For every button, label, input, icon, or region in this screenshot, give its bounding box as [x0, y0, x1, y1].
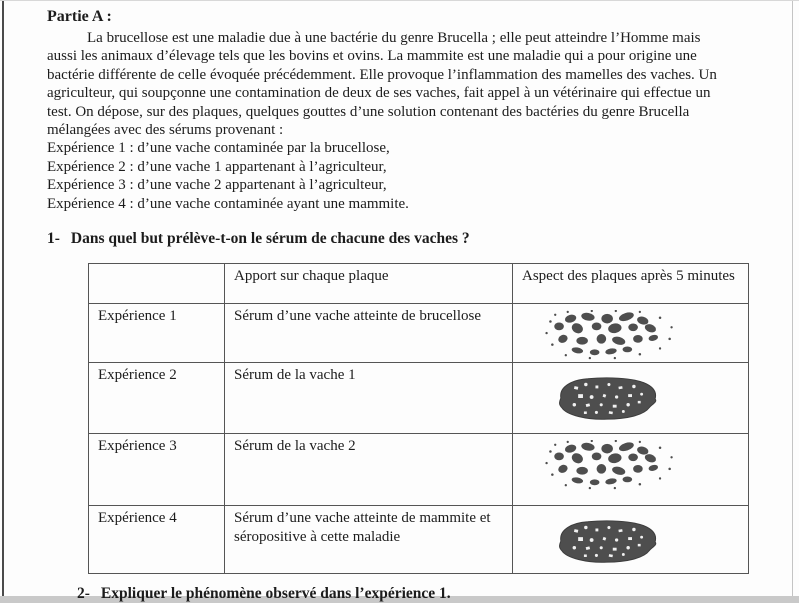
question-1 [47, 229, 769, 248]
experiment-label-cell: Expérience 4 [89, 506, 225, 574]
intro-line: bactérie différente de celle évoquée précédemment. Elle provoque l’inflammation des mamelles des vaches. Un [47, 66, 717, 83]
agglutination-plate-image [534, 310, 688, 360]
uniform-plate-image [548, 516, 666, 566]
table-header-row [89, 264, 749, 304]
intro-line: La brucellose est une maladie due à une bactérie du genre Brucella ; elle peut atteindre l’Homme mais [87, 30, 701, 46]
experiment-label-cell: Expérience 1 [89, 304, 225, 363]
header-empty-cell [89, 264, 225, 304]
experiment-item: Expérience 3 : d’une vache 2 appartenant à l’agriculteur, [47, 177, 387, 194]
agglutination-plate-image [534, 440, 688, 490]
section-title: Partie A : [47, 8, 112, 25]
table-row [89, 363, 749, 434]
question-1-number: 1- [47, 230, 60, 248]
intro-line: test. On dépose, sur des plaques, quelques gouttes d’une solution contenant des bactéries du genre Brucella [47, 103, 690, 120]
table-row [89, 506, 749, 574]
experiments-table [88, 263, 749, 574]
question-2-text: Expliquer le phénomène observé dans l’expérience 1. [100, 585, 451, 603]
question-2-number: 2- [77, 585, 90, 603]
aspect-cell [513, 363, 749, 434]
intro-paragraph [47, 29, 769, 139]
page-content [0, 1, 799, 603]
question-1-text: Dans quel but prélève-t-on le sérum de chacune des vaches ? [70, 230, 470, 248]
experiment-item: Expérience 2 : d’une vache 1 appartenant à l’agriculteur, [47, 158, 387, 175]
uniform-plate-image [548, 373, 666, 423]
question-2 [77, 584, 769, 603]
apport-cell: Sérum de la vache 1 [225, 363, 513, 434]
table-row [89, 434, 749, 506]
experiment-label-cell: Expérience 2 [89, 363, 225, 434]
intro-line: aussi les animaux d’élevage tels que les bovins et ovins. La mammite est une maladie qui a pour origine une [47, 48, 697, 65]
experiments-list [47, 139, 769, 213]
aspect-cell [513, 506, 749, 574]
table-row [89, 304, 749, 363]
experiment-item: Expérience 4 : d’une vache contaminée ayant une mammite. [47, 195, 409, 212]
aspect-cell [513, 434, 749, 506]
intro-line: mélangées avec des sérums provenant : [47, 122, 284, 139]
intro-line: agriculteur, qui soupçonne une contamination de deux de ses vaches, fait appel à un vétérinaire qui effectue un [47, 85, 711, 102]
apport-cell: Sérum d’une vache atteinte de brucellose [225, 304, 513, 363]
apport-cell: Sérum d’une vache atteinte de mammite et séropositive à cette maladie [225, 506, 513, 574]
header-apport-cell: Apport sur chaque plaque [225, 264, 513, 304]
experiment-label-cell: Expérience 3 [89, 434, 225, 506]
experiment-item: Expérience 1 : d’une vache contaminée par la brucellose, [47, 140, 390, 157]
apport-cell: Sérum de la vache 2 [225, 434, 513, 506]
header-aspect-cell: Aspect des plaques après 5 minutes [513, 264, 749, 304]
aspect-cell [513, 304, 749, 363]
